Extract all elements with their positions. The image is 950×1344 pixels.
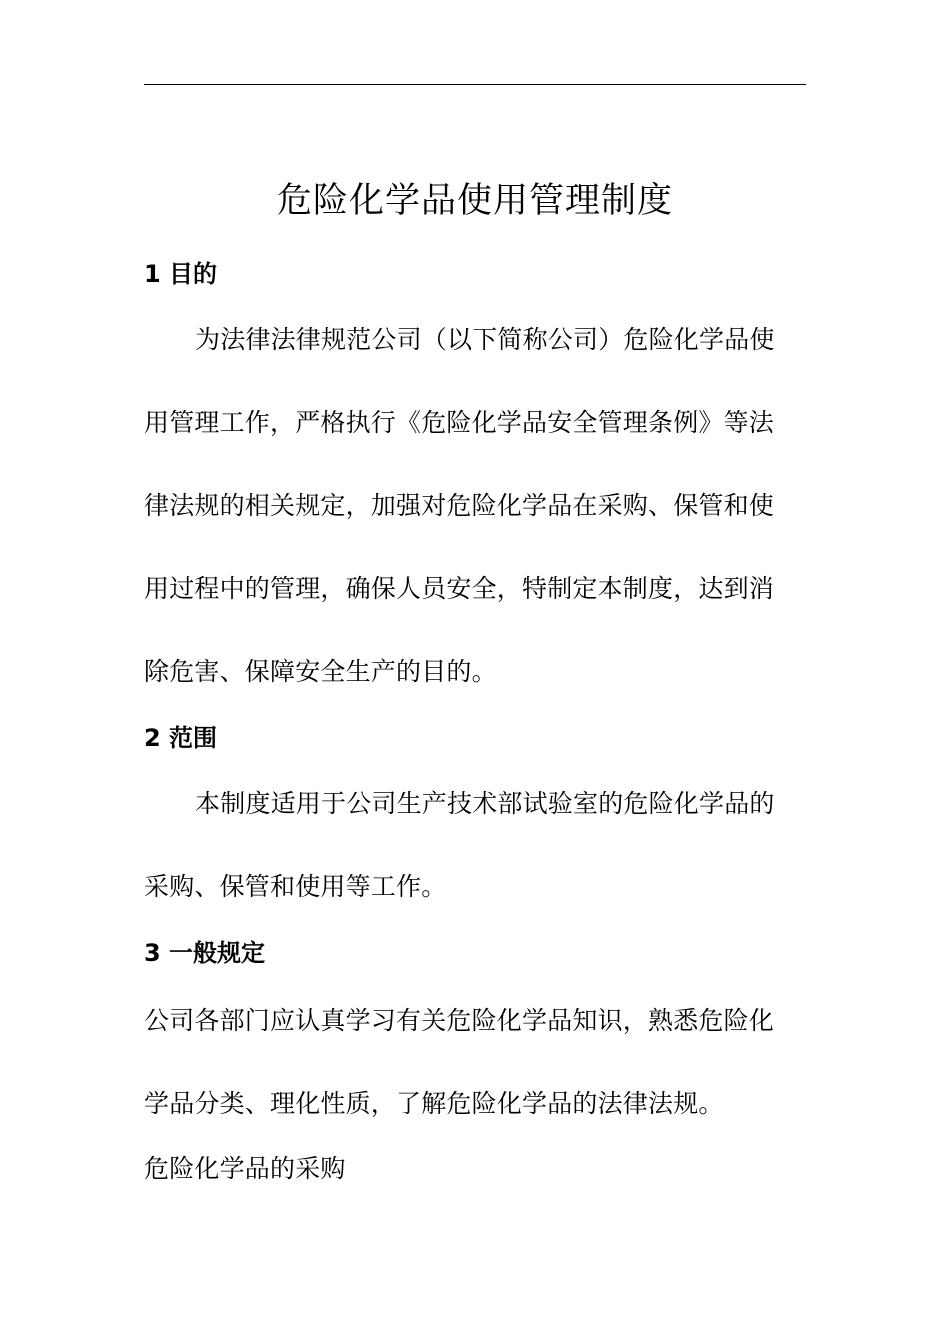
header-rule	[144, 84, 806, 85]
paragraph-line: 学品分类、理化性质，了解危险化学品的法律法规。	[144, 1089, 724, 1118]
document-title: 危险化学品使用管理制度	[276, 181, 673, 221]
subsection-heading-procurement: 危险化学品的采购	[144, 1154, 346, 1183]
paragraph-line: 公司各部门应认真学习有关危险化学品知识，熟悉危险化	[144, 1006, 775, 1035]
paragraph-line: 律法规的相关规定，加强对危险化学品在采购、保管和使	[144, 491, 775, 520]
paragraph-line: 采购、保管和使用等工作。	[144, 872, 447, 901]
paragraph-line: 为法律法律规范公司（以下简称公司）危险化学品使	[195, 325, 775, 354]
paragraph-line: 除危害、保障安全生产的目的。	[144, 657, 497, 686]
section-heading-purpose: 1 目的	[144, 260, 218, 288]
paragraph-line: 用管理工作，严格执行《危险化学品安全管理条例》等法	[144, 408, 775, 437]
paragraph-line: 本制度适用于公司生产技术部试验室的危险化学品的	[195, 789, 775, 818]
paragraph-line: 用过程中的管理，确保人员安全，特制定本制度，达到消	[144, 574, 775, 603]
section-heading-scope: 2 范围	[144, 724, 218, 752]
section-heading-general: 3 一般规定	[144, 939, 266, 967]
